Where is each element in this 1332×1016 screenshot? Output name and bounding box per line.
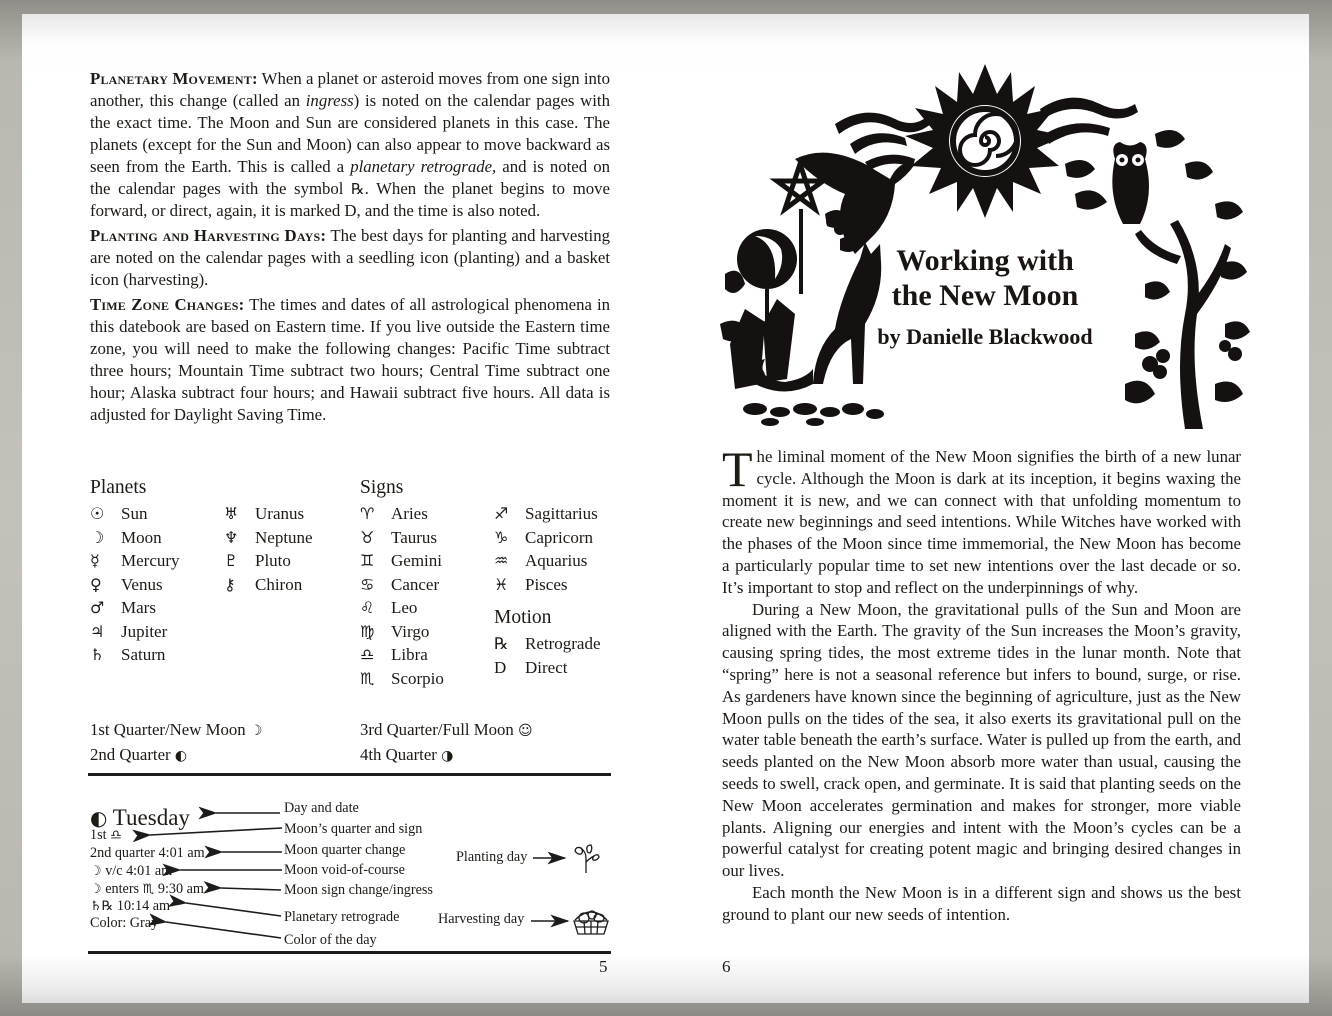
text: When a planet or asteroid moves from one sign into another, this change (called an: [90, 69, 610, 110]
phase-1st-quarter: [90, 719, 262, 742]
sample-color: Color: Gray: [90, 915, 159, 931]
heading-time-zone: Time Zone Changes:: [90, 295, 245, 315]
article-paragraph-3: Each month the New Moon is in a different sign and shows us the best ground to plant our new seeds of intention.: [722, 882, 1241, 924]
paragraph-time-zone: [90, 294, 610, 425]
legend-item-taurus: [360, 526, 444, 550]
italic-retrograde: planetary retrograde,: [350, 156, 497, 176]
motion-heading: Motion: [494, 607, 552, 628]
legend-item-uranus: [224, 502, 313, 526]
legend-item-libra: [360, 643, 444, 667]
voc-text: v/c 4:01 am: [105, 863, 173, 879]
pluto-icon: ♇: [224, 551, 239, 570]
sun-icon: ☉: [90, 504, 105, 523]
moon-icon: ☽: [90, 527, 105, 547]
legend-label: Saturn: [121, 645, 166, 664]
retrograde-symbol-icon: ℞: [351, 179, 365, 198]
legend-item-pluto: [224, 549, 313, 573]
planets-heading: Planets: [90, 477, 147, 498]
scorpio-icon: ♏: [360, 668, 375, 688]
label-quarter-sign: Moon’s quarter and sign: [284, 821, 423, 837]
legend-label: Virgo: [391, 621, 430, 641]
legend-item-mars: [90, 596, 180, 620]
mars-icon: ♂: [90, 598, 105, 617]
legend-label: Pisces: [525, 574, 568, 594]
text: The times and dates of all astrological phenomena in this datebook are based on Eastern time. If you live outside the Eastern time zone, you will need to make the following changes: Pacific Time subtract three hours; Mountain Time subtract two hours; Central Time subtract one hour; Alaska subtract four hours; and Hawaii subtract five hours. All data is adjusted for Daylight Saving Time.: [90, 295, 610, 424]
page-number-left: 5: [599, 957, 608, 976]
legend-item-direct: [494, 656, 601, 680]
label-harvesting: Harvesting day: [438, 911, 525, 927]
article-title-line-1: Working with: [896, 244, 1074, 277]
owl-icon: [1112, 142, 1149, 224]
phase-label: 1st Quarter/New Moon: [90, 720, 246, 739]
legend-label: Uranus: [255, 504, 305, 523]
aquarius-icon: ♒: [494, 551, 509, 570]
legend-label: Direct: [525, 657, 568, 677]
sagittarius-icon: ♐: [494, 504, 509, 523]
sample-calendar-day: [88, 773, 611, 954]
legend-item-saturn: [90, 643, 180, 667]
legend-label: Aries: [391, 504, 428, 523]
enters-text: enters: [105, 881, 140, 897]
legend-label: Retrograde: [525, 634, 601, 653]
gemini-icon: ♊: [360, 551, 375, 570]
article-title-line-2: the New Moon: [891, 279, 1079, 312]
sample-quarter-change: 2nd quarter 4:01 am: [90, 845, 205, 861]
arrow-color: [166, 922, 281, 938]
signs-heading: Signs: [360, 477, 404, 498]
sample-void-of-course: [90, 863, 172, 880]
legend-label: Leo: [391, 598, 418, 617]
legend-item-scorpio: [360, 667, 444, 691]
enters-time: 9:30 am: [157, 881, 204, 897]
paragraph-text: he liminal moment of the New Moon signifies the birth of a new lunar cycle. Although the Moon is dark at its inception, it begins waxing the moment it is new, and we can connect with that unfolding momentum to create new beginnings and seed intentions. While Witches have worked with the phases of the Moon since time immemorial, the New Moon has become a particularly popular time to set new intentions over the last decade or so. It’s important to stop and reflect on the underpinnings of why.: [722, 447, 1241, 597]
stones: [743, 403, 884, 426]
legend-item-gemini: [360, 549, 444, 573]
label-retrograde: Planetary retrograde: [284, 909, 400, 925]
paragraph-planting-harvesting: [90, 225, 610, 291]
legend-item-leo: [360, 596, 444, 620]
leo-icon: ♌: [360, 598, 375, 617]
pisces-icon: ♓: [494, 574, 509, 594]
retrograde-icon: ℞: [494, 634, 509, 653]
capricorn-icon: ♑: [494, 527, 509, 547]
legend-item-sagittarius: [494, 502, 601, 526]
phase-label: 3rd Quarter/Full Moon: [360, 720, 514, 739]
left-page-text: [90, 68, 610, 429]
heading-planting-harvesting: Planting and Harvesting Days:: [90, 226, 327, 246]
sample-quarter: [90, 827, 122, 844]
symbol-legend: [90, 476, 610, 716]
cancer-icon: ♋: [360, 574, 375, 594]
legend-item-cancer: [360, 573, 444, 597]
legend-label: Moon: [121, 527, 162, 547]
legend-item-virgo: [360, 620, 444, 644]
saturn-icon: ♄: [90, 899, 102, 914]
jupiter-icon: ♃: [90, 621, 105, 641]
venus-icon: ♀: [90, 574, 102, 594]
sample-retrograde: [90, 898, 170, 915]
italic-ingress: ingress: [305, 90, 354, 110]
legend-label: Sagittarius: [525, 504, 598, 523]
phase-2nd-quarter: [90, 744, 187, 767]
legend-label: Scorpio: [391, 668, 444, 688]
retrograde-icon: ℞: [101, 899, 114, 914]
legend-item-chiron: [224, 573, 313, 597]
legend-label: Capricorn: [525, 527, 593, 547]
moon-icon: ☽: [90, 864, 102, 879]
heading-planetary-movement: Planetary Movement:: [90, 69, 258, 88]
uranus-icon: ♅: [224, 504, 239, 523]
legend-label: Mercury: [121, 551, 180, 570]
text: ) is noted on the calendar pages with the exact time. The Moon and Sun are considered planets in this case. The planets (except for the Sun and Moon) can also appear to move backward as seen from the Earth. This is called a: [90, 90, 610, 176]
legend-item-moon: [90, 526, 180, 550]
sun-spiral-icon: [905, 64, 1065, 218]
libra-icon: ♎: [110, 828, 122, 843]
label-void: Moon void-of-course: [284, 862, 405, 878]
legend-item-retrograde: [494, 632, 601, 656]
book-spread: [22, 14, 1309, 1003]
neptune-icon: ♆: [224, 527, 239, 547]
legend-label: Jupiter: [121, 621, 168, 641]
taurus-icon: ♉: [360, 527, 375, 547]
half-moon-left-icon: ◐: [174, 748, 188, 764]
saturn-icon: ♄: [90, 645, 105, 664]
legend-item-sun: [90, 502, 180, 526]
legend-label: Aquarius: [525, 551, 588, 570]
legend-label: Chiron: [255, 574, 303, 594]
legend-item-mercury: [90, 549, 180, 573]
arrow-retrograde: [186, 903, 281, 916]
sample-ingress: [90, 881, 204, 898]
legend-label: Pluto: [255, 551, 291, 570]
legend-label: Sun: [121, 504, 148, 523]
planets-column-1: [90, 476, 180, 667]
legend-item-capricorn: [494, 526, 601, 550]
text: . When the planet begins to move forward, or direct, again, it is marked D, and the time is also noted.: [90, 178, 610, 221]
half-moon-right-icon: ◑: [441, 748, 454, 764]
legend-item-venus: [90, 573, 180, 597]
legend-item-aquarius: [494, 549, 601, 573]
arrow-ingress: [221, 888, 281, 890]
label-day-and-date: Day and date: [284, 800, 359, 816]
new-moon-face-icon: ☽: [249, 723, 263, 739]
direct-icon: D: [494, 657, 507, 677]
label-ingress: Moon sign change/ingress: [284, 882, 433, 898]
phase-label: 2nd Quarter: [90, 745, 171, 764]
drop-cap: T: [722, 441, 753, 497]
article-paragraph-2: During a New Moon, the gravitational pulls of the Sun and Moon are aligned with the Earth. The gravity of the Sun increases the Moon’s gravity, causing spring tides, the most extreme tides in the lunar month. Note that “spring” here is not a seasonal reference but infers to bound, surge, or rise. As gardeners have known since the beginning of agriculture, just as the New Moon pulls on the tides of the sea, it also exerts its gravitational pull on the water table beneath the earth’s surface. Water is pulled up from the earth, and seeds planted on the New Moon absorb more water than usual, causing the seeds to swell, crack open, and germinate. It is said that planting seeds on the New Moon accelerates germination and makes for stronger, more viable plants. Aligning our energies and intent with the Moon’s cycles can be a powerful catalyst for creating potent magic and bringing desired changes in our lives.: [722, 599, 1241, 881]
chiron-icon: ⚷: [224, 574, 236, 594]
page-number-right: 6: [722, 957, 731, 976]
label-color: Color of the day: [284, 932, 377, 948]
planets-column-2: [224, 502, 313, 596]
legend-label: Mars: [121, 598, 156, 617]
article-body: [722, 441, 1241, 926]
legend-label: Venus: [121, 574, 163, 594]
quarter-text: 1st: [90, 827, 107, 843]
seedling-icon: [572, 844, 600, 874]
legend-label: Libra: [391, 645, 428, 664]
article-paragraph-1: [722, 441, 1241, 599]
legend-label: Neptune: [255, 527, 313, 547]
legend-item-aries: [360, 502, 444, 526]
legend-label: Taurus: [391, 527, 438, 547]
day-name: Tuesday: [112, 805, 190, 830]
label-planting: Planting day: [456, 849, 528, 865]
half-moon-icon: ◐: [90, 806, 108, 830]
full-moon-face-icon: ☺: [518, 723, 533, 739]
article-byline: by Danielle Blackwood: [877, 324, 1093, 349]
signs-column-2: [494, 502, 601, 679]
mercury-icon: ☿: [90, 551, 100, 570]
retro-time: 10:14 am: [116, 898, 171, 914]
harvest-basket-icon: [572, 906, 610, 936]
phase-label: 4th Quarter: [360, 745, 437, 764]
legend-item-jupiter: [90, 620, 180, 644]
text: The best days for planting and harvesting are noted on the calendar pages with a seedling icon (planting) and a basket icon (harvesting).: [90, 226, 610, 290]
signs-column-1: [360, 476, 444, 690]
aries-icon: ♈: [360, 504, 375, 523]
label-quarter-change: Moon quarter change: [284, 842, 406, 858]
text: and is noted on the calendar pages with the symbol: [90, 156, 610, 198]
legend-label: Cancer: [391, 574, 440, 594]
phase-4th-quarter: [360, 744, 453, 767]
libra-icon: ♎: [360, 645, 375, 664]
virgo-icon: ♍: [360, 621, 375, 641]
legend-item-neptune: [224, 526, 313, 550]
title-illustration: [715, 64, 1255, 434]
moon-icon: ☽: [90, 882, 102, 897]
legend-item-pisces: [494, 573, 601, 597]
phase-3rd-quarter: [360, 719, 533, 742]
paragraph-planetary-movement: [90, 68, 610, 222]
scorpio-icon: ♏: [142, 882, 155, 897]
legend-label: Gemini: [391, 551, 442, 570]
